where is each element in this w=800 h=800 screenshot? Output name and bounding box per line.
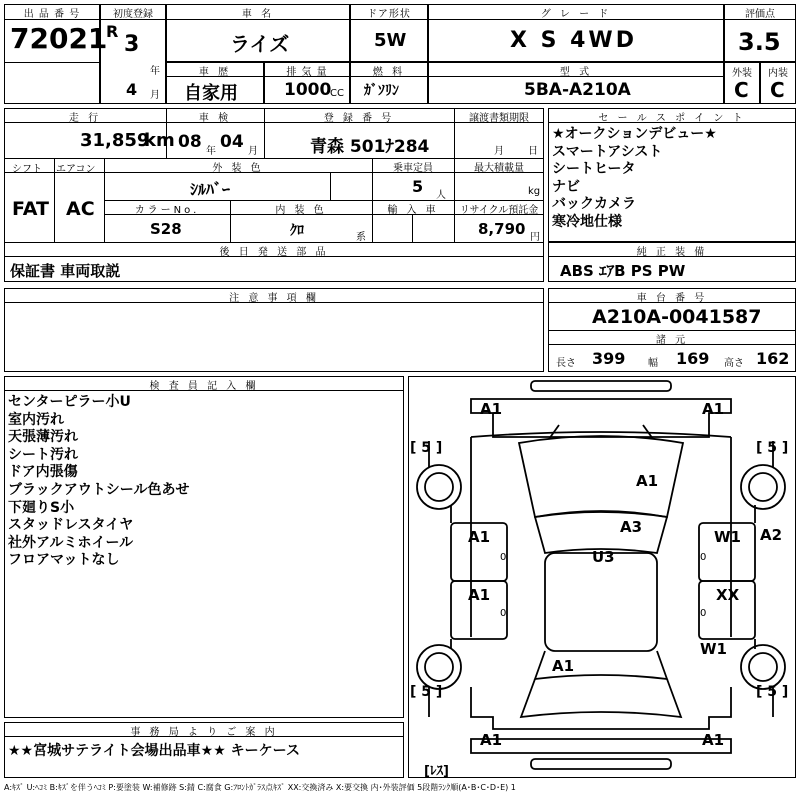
- fuel-label: 燃 料: [372, 67, 406, 78]
- damage-mark: A1: [552, 657, 575, 675]
- load-label: 最大積載量: [474, 163, 524, 174]
- sales-point: ★オークションデビュー★: [552, 126, 717, 142]
- lot-number: 72021: [10, 22, 108, 55]
- damage-mark: A1: [468, 528, 491, 546]
- capacity: 5: [412, 177, 424, 196]
- displacement: 1000: [284, 80, 332, 100]
- recycle-fee: 8,790: [478, 220, 526, 238]
- import-label: 輸 入 車: [387, 205, 439, 216]
- inspector-note: 天張薄汚れ: [8, 429, 78, 446]
- mileage: 31,859: [80, 130, 150, 151]
- capacity-label: 乗車定員: [393, 163, 433, 174]
- inspection-month: 04: [220, 132, 244, 152]
- spare-tire: [ﾚｽ]: [424, 764, 449, 779]
- ac-label: エアコン: [56, 164, 96, 175]
- recycle-label: リサイクル預託金: [459, 205, 539, 216]
- later-parts: 保証書 車両取説: [10, 262, 121, 280]
- damage-mark: W1: [714, 528, 741, 546]
- history-label: 車 歴: [198, 67, 232, 78]
- sales-point: ナビ: [552, 178, 580, 195]
- inspector-note: センターピラー小U: [8, 394, 131, 410]
- first-reg-year: 3: [124, 32, 140, 57]
- interior-color: ｸﾛ: [290, 223, 304, 239]
- inspector-note: シート汚れ: [8, 446, 78, 463]
- car-diagram: [408, 376, 796, 778]
- damage-mark: W1: [700, 640, 727, 658]
- first-reg-label: 初度登録: [113, 9, 153, 20]
- capacity-unit: 人: [436, 190, 446, 201]
- color-label: 外 装 色: [212, 163, 264, 174]
- damage-mark: U3: [592, 548, 615, 566]
- score: 3.5: [738, 28, 781, 56]
- first-reg-month: 4: [126, 80, 138, 99]
- inspector-note: ブラックアウトシール色あせ: [8, 481, 190, 498]
- height: 162: [756, 349, 790, 368]
- damage-mark: XX: [716, 586, 740, 604]
- car-outline: [409, 377, 794, 776]
- tire-tread: [ 5 ]: [410, 440, 443, 456]
- damage-mark: A1: [480, 731, 503, 749]
- int-score: C: [770, 78, 785, 102]
- grade: X S 4WD: [510, 28, 637, 53]
- sales-point: スマートアシスト: [552, 143, 663, 160]
- exterior-color: ｼﾙﾊﾞｰ: [190, 180, 231, 199]
- equipment: ABS ｴｱB PS PW: [560, 262, 686, 280]
- car-name: ライズ: [230, 32, 290, 56]
- score-label: 評価点: [745, 9, 775, 20]
- ext-score: C: [734, 78, 749, 102]
- inspector-note: ドア内張傷: [8, 464, 78, 481]
- length-label: 長さ: [556, 358, 576, 369]
- sales-point: 寒冷地仕様: [552, 213, 622, 230]
- yen-unit: 円: [530, 232, 540, 243]
- color-number: S28: [150, 220, 182, 238]
- sales-points-list: [552, 126, 717, 231]
- registration-label: 登 録 番 号: [323, 113, 395, 124]
- legend: A:ｷｽﾞ U:ﾍｺﾐ B:ｷｽﾞを伴うﾍｺﾐ P:要塗装 W:補修跡 S:錆 C:腐食 G:ﾌﾛﾝﾄｶﾞﾗｽ点ｷｽﾞ XX:交換済み X:要交換 内･外装評価 5段階ﾗﾝｸ順(A･B･C･D･E) 1: [4, 783, 516, 792]
- damage-mark: A1: [702, 400, 725, 418]
- inspector-note: スタッドレスタイヤ: [8, 517, 134, 534]
- chassis-number: A210A-0041587: [592, 306, 762, 328]
- ac: AC: [66, 198, 95, 220]
- mileage-label: 走 行: [68, 113, 102, 124]
- transfer-month: 月: [494, 146, 504, 157]
- cc-unit: CC: [330, 88, 344, 99]
- interior-color-suffix: 系: [356, 232, 366, 243]
- damage-mark: A1: [468, 586, 491, 604]
- insp-month-unit: 月: [248, 146, 258, 157]
- displacement-label: 排 気 量: [286, 67, 328, 78]
- int-label: 内装: [768, 68, 788, 79]
- mileage-unit: km: [144, 130, 175, 151]
- damage-mark: A1: [636, 472, 659, 490]
- damage-mark: A2: [760, 526, 783, 544]
- inspector-note: フロアマットなし: [8, 552, 120, 569]
- load-unit: kg: [528, 186, 541, 197]
- name-label: 車 名: [241, 9, 275, 20]
- registration: 青森 501ﾅ284: [310, 137, 430, 157]
- door-type: 5W: [374, 30, 407, 51]
- length: 399: [592, 349, 626, 368]
- inspector-label: 検 査 員 記 入 欄: [149, 381, 259, 392]
- damage-mark: A3: [620, 518, 643, 536]
- specs-label: 諸 元: [655, 335, 689, 346]
- grade-label: グ レ ー ド: [540, 9, 612, 20]
- chassis-label: 車 台 番 号: [636, 293, 708, 304]
- inspector-list: [8, 394, 189, 570]
- lot-label: 出 品 番 号: [23, 9, 81, 20]
- tire-tread: [ 5 ]: [410, 684, 443, 700]
- inspector-note: 室内汚れ: [8, 411, 64, 428]
- zero-mark: 0: [500, 552, 507, 563]
- shift: FAT: [12, 198, 49, 220]
- height-label: 高さ: [724, 358, 744, 369]
- history: 自家用: [184, 83, 238, 104]
- tire-tread: [ 5 ]: [756, 684, 789, 700]
- damage-mark: A1: [480, 400, 503, 418]
- transfer-label: 譲渡書類期限: [469, 113, 529, 124]
- interior-color-label: 内 装 色: [275, 205, 327, 216]
- office-label: 事 務 局 よ り ご 案 内: [130, 727, 278, 738]
- inspector-note: 下廻りS小: [8, 499, 75, 516]
- damage-mark: A1: [702, 731, 725, 749]
- inspector-note: 社外アルミホイール: [8, 534, 134, 551]
- zero-mark: 0: [500, 608, 507, 619]
- zero-mark: 0: [700, 552, 707, 563]
- sales-points-label: セ ー ル ス ポ イ ン ト: [598, 113, 746, 124]
- sales-point: バックカメラ: [552, 196, 636, 212]
- model-label: 型 式: [559, 67, 593, 78]
- inspection-label: 車 検: [198, 113, 232, 124]
- notes-label: 注 意 事 項 欄: [229, 293, 319, 304]
- inspection-year: 08: [178, 132, 202, 152]
- zero-mark: 0: [700, 608, 707, 619]
- shift-label: シフト: [12, 164, 42, 175]
- month-unit: 月: [150, 90, 160, 101]
- width-label: 幅: [648, 358, 658, 369]
- fuel: ｶﾞｿﾘﾝ: [364, 83, 399, 99]
- year-unit: 年: [150, 66, 160, 77]
- transfer-day: 日: [528, 146, 538, 157]
- era: R: [106, 22, 119, 41]
- insp-year-unit: 年: [206, 146, 216, 157]
- color-no-label: カラーNo.: [134, 205, 200, 216]
- width: 169: [676, 349, 710, 368]
- ext-label: 外装: [732, 68, 752, 79]
- equipment-label: 純 正 装 備: [636, 247, 708, 258]
- door-label: ドア形状: [367, 9, 411, 20]
- sales-point: シートヒータ: [552, 161, 636, 177]
- tire-tread: [ 5 ]: [756, 440, 789, 456]
- office-note: ★★宮城サテライト会場出品車★★ キーケース: [8, 743, 300, 759]
- later-parts-label: 後 日 発 送 部 品: [219, 247, 329, 258]
- model: 5BA-A210A: [524, 80, 631, 100]
